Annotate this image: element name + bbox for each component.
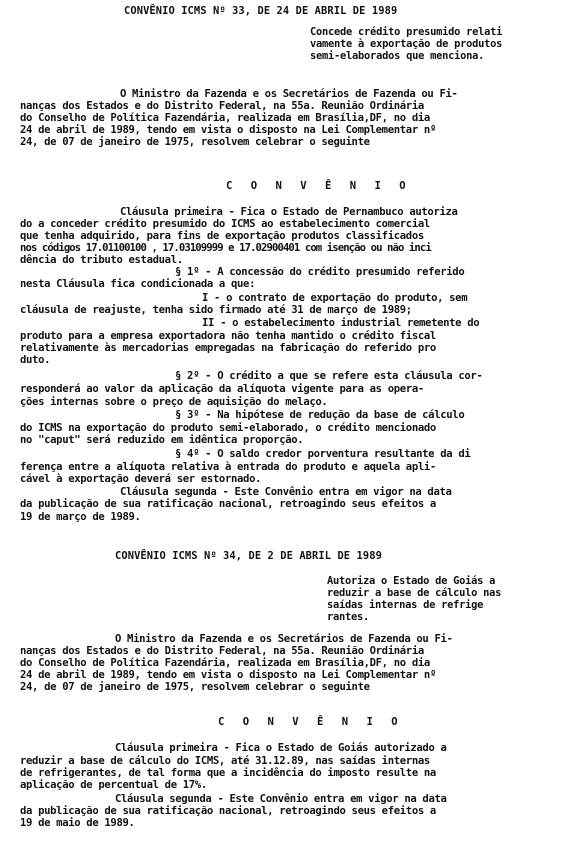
convenio-33-corpo-line-15: responderá ao valor da aplicação da alíquota vigente para as opera- [20, 383, 424, 395]
convenio-33-corpo-line-24: da publicação de sua ratificação nacional, retroagindo seus efeitos a [20, 498, 436, 510]
convenio-33-corpo-line-22: cável à exportação deverá ser estornado. [20, 473, 262, 485]
convenio-33-corpo-line-1: Cláusula primeira - Fica o Estado de Pernambuco autoriza [120, 206, 458, 218]
convenio-33-corpo-line-19: no "caput" será reduzido em idêntica proporção. [20, 434, 304, 446]
convenio-33-corpo-line-8: I - o contrato de exportação do produto, sem [202, 292, 468, 304]
convenio-34-corpo-line-4: aplicação de percentual de 17%. [20, 779, 207, 791]
convenio-33-corpo-line-20: § 4º - O saldo credor porventura resultante da di [175, 448, 471, 460]
convenio-33-corpo-line-14: § 2º - O crédito a que se refere esta cláusula cor- [175, 370, 483, 382]
convenio-34-ementa-line-1: Autoriza o Estado de Goiás a [327, 575, 496, 587]
convenio-33-corpo-line-17: § 3º - Na hipótese de redução da base de cálculo [175, 409, 465, 421]
convenio-34-corpo-line-3: de refrigerantes, de tal forma que a incidência do imposto resulte na [20, 767, 436, 779]
convenio-33-corpo-line-10: II - o estabelecimento industrial remetente do [202, 317, 480, 329]
convenio-33-corpo-line-23: Cláusula segunda - Este Convênio entra em vigor na data [120, 486, 452, 498]
convenio-34-corpo-line-6: da publicação de sua ratificação nacional, retroagindo seus efeitos a [20, 805, 436, 817]
convenio-33-corpo-line-18: do ICMS na exportação do produto semi-elaborado, o crédito mencionado [20, 422, 436, 434]
convenio-34-ementa-line-2: reduzir a base de cálculo nas [327, 587, 502, 599]
convenio-33-corpo-line-16: ções internas sobre o preço de aquisição do melaço. [20, 396, 328, 408]
convenio-33-preambulo-line-5: 24, de 07 de janeiro de 1975, resolvem celebrar o seguinte [20, 136, 370, 148]
convenio-33-preambulo-line-1: O Ministro da Fazenda e os Secretários de Fazenda ou Fi- [120, 88, 458, 100]
convenio-34-preambulo-line-2: nanças dos Estados e do Distrito Federal, na 55a. Reunião Ordinária [20, 645, 424, 657]
convenio-33-corpo-line-12: relativamente às mercadorias empregadas na fabricação do referido pro [20, 342, 436, 354]
convenio-33-corpo-line-2: do a conceder crédito presumido do ICMS ao estabelecimento comercial [20, 218, 430, 230]
convenio-33-corpo-line-9: cláusula de reajuste, tenha sido firmado até 31 de março de 1989; [20, 304, 412, 316]
convenio-34-preambulo-line-1: O Ministro da Fazenda e os Secretários de Fazenda ou Fi- [115, 633, 453, 645]
convenio-33-corpo-line-7: nesta Cláusula fica condicionada a que: [20, 278, 256, 290]
convenio-33-corpo-line-3: que tenha adquirido, para fins de exportação produtos classificados [20, 230, 424, 242]
convenio-34-ementa-line-4: rantes. [327, 611, 370, 623]
convenio-33-ementa-line-1: Concede crédito presumido relati [310, 26, 503, 38]
convenio-34-title: CONVÊNIO ICMS Nº 34, DE 2 DE ABRIL DE 1989 [115, 550, 382, 562]
convenio-33-corpo-line-25: 19 de março de 1989. [20, 511, 141, 523]
convenio-34-corpo-line-5: Cláusula segunda - Este Convênio entra em vigor na data [115, 793, 447, 805]
convenio-33-corpo-line-21: ferença entre a alíquota relativa à entrada do produto e aquela apli- [20, 461, 436, 473]
convenio-33-ementa-line-2: vamente à exportação de produtos [310, 38, 503, 50]
convenio-33-corpo-line-13: duto. [20, 354, 51, 366]
convenio-33-preambulo-line-2: nanças dos Estados e do Distrito Federal, na 55a. Reunião Ordinária [20, 100, 424, 112]
convenio-33-corpo-line-4: nos códigos 17.01100100 , 17.03109999 e 17.02900401 com isenção ou não inci [20, 242, 431, 254]
convenio-34-corpo-line-7: 19 de maio de 1989. [20, 817, 135, 829]
convenio-34-preambulo-line-3: do Conselho de Política Fazendária, realizada em Brasília,DF, no dia [20, 657, 430, 669]
convenio-33-preambulo-line-4: 24 de abril de 1989, tendo em vista o disposto na Lei Complementar nº [20, 124, 436, 136]
convenio-33-title: CONVÊNIO ICMS Nº 33, DE 24 DE ABRIL DE 1989 [124, 5, 398, 17]
convenio-33-ementa-line-3: semi-elaborados que menciona. [310, 50, 485, 62]
convenio-33-corpo-line-6: § 1º - A concessão do crédito presumido referido [175, 266, 465, 278]
convenio-33-corpo-line-5: dência do tributo estadual. [20, 254, 183, 266]
convenio-34-corpo-line-2: reduzir a base de cálculo do ICMS, até 31.12.89, nas saídas internas [20, 755, 430, 767]
convenio-33-preambulo-line-3: do Conselho de Política Fazendária, realizada em Brasília,DF, no dia [20, 112, 430, 124]
convenio-33-corpo-line-11: produto para a empresa exportadora não tenha mantido o crédito fiscal [20, 330, 436, 342]
convenio-34-corpo-line-1: Cláusula primeira - Fica o Estado de Goiás autorizado a [115, 742, 447, 754]
convenio-34-heading: C O N V Ê N I O [218, 716, 404, 728]
convenio-34-preambulo-line-5: 24, de 07 de janeiro de 1975, resolvem celebrar o seguinte [20, 681, 370, 693]
convenio-34-preambulo-line-4: 24 de abril de 1989, tendo em vista o disposto na Lei Complementar nº [20, 669, 436, 681]
convenio-34-ementa-line-3: saídas internas de refrige [327, 599, 484, 611]
convenio-33-heading: C O N V Ê N I O [226, 180, 412, 192]
